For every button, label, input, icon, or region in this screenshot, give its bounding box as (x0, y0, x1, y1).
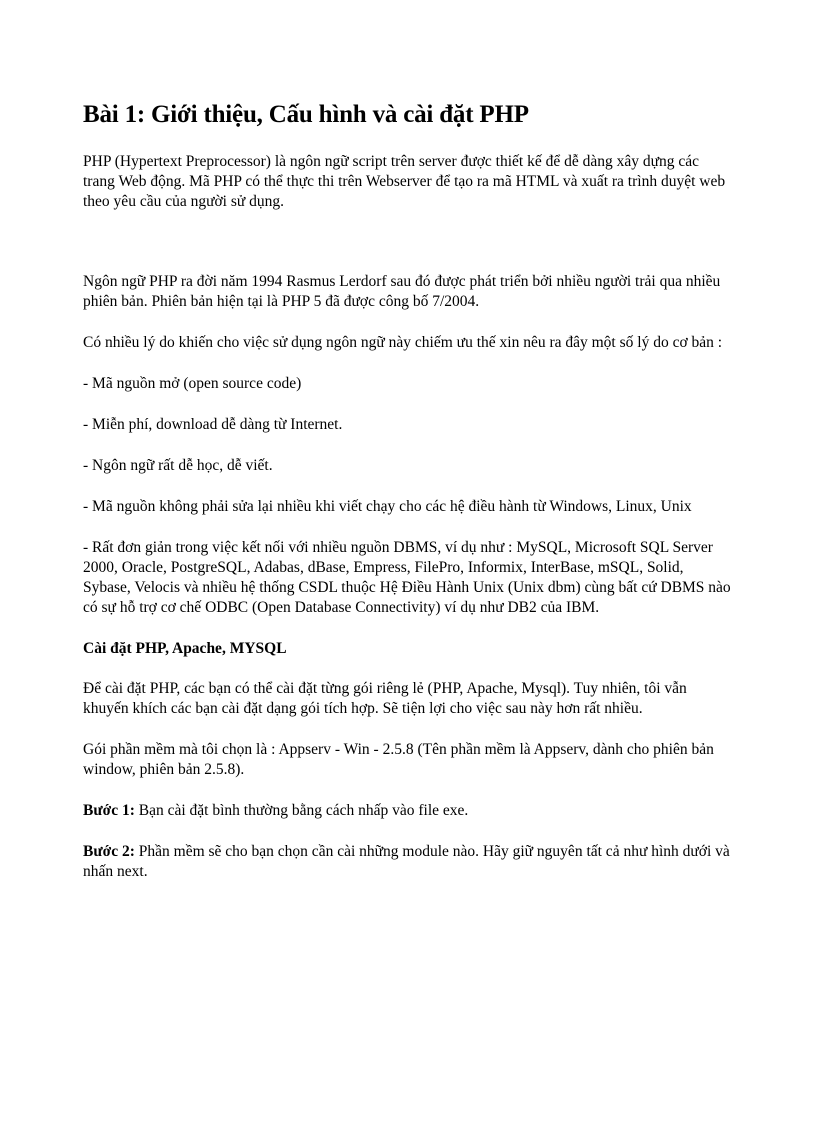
step-2 (83, 842, 733, 882)
package-info-paragraph: Gói phần mềm mà tôi chọn là : Appserv - Win - 2.5.8 (Tên phần mềm là Appserv, dành cho phiên bản window, phiên bản 2.5.8). (83, 741, 714, 778)
intro-paragraph: PHP (Hypertext Preprocessor) là ngôn ngữ script trên server được thiết kế để dễ dàng xây dựng các trang Web động. Mã PHP có thể thực thi trên Webserver để tạo ra mã HTML và xuất ra trình duyệt web theo yêu cầu của người sử dụng. (83, 153, 726, 210)
reason-item: - Mã nguồn mở (open source code) (83, 375, 302, 392)
document-title: Bài 1: Giới thiệu, Cấu hình và cài đặt PHP (83, 101, 529, 128)
step-1-text: Bạn cài đặt bình thường bằng cách nhấp vào file exe. (134, 802, 469, 819)
reason-item: - Ngôn ngữ rất dễ học, dễ viết. (83, 457, 273, 474)
step-1-label: Bước 1: (83, 802, 135, 819)
reason-item: - Mã nguồn không phải sửa lại nhiều khi viết chạy cho các hệ điều hành từ Windows, Linux, Unix (83, 498, 692, 515)
history-paragraph: Ngôn ngữ PHP ra đời năm 1994 Rasmus Lerdorf sau đó được phát triển bởi nhiều người trải qua nhiều phiên bản. Phiên bản hiện tại là PHP 5 đã được công bố 7/2004. (83, 273, 721, 310)
install-heading: Cài đặt PHP, Apache, MYSQL (83, 640, 287, 657)
reason-item: - Rất đơn giản trong việc kết nối với nhiều nguồn DBMS, ví dụ như : MySQL, Microsoft SQL Server 2000, Oracle, PostgreSQL, Adabas, dBase, Empress, FilePro, Informix, InterBase, mSQL, Solid, Sybase, Velocis và nhiều hệ thống CSDL thuộc Hệ Điều Hành Unix (Unix dbm) cùng bất cứ DBMS nào có sự hỗ trợ cơ chế ODBC (Open Database Connectivity) ví dụ như DB2 của IBM. (83, 539, 731, 616)
install-intro-paragraph: Để cài đặt PHP, các bạn có thể cài đặt từng gói riêng lẻ (PHP, Apache, Mysql). Tuy nhiên, tôi vẫn khuyến khích các bạn cài đặt dạng gói tích hợp. Sẽ tiện lợi cho việc sau này hơn rất nhiều. (83, 680, 687, 717)
step-2-text: Phần mềm sẽ cho bạn chọn cần cài những module nào. Hãy giữ nguyên tất cả như hình dưới và nhấn next. (83, 843, 730, 880)
step-2-label: Bước 2: (83, 843, 135, 860)
reason-item: - Miễn phí, download dễ dàng từ Internet. (83, 416, 343, 433)
reasons-intro-paragraph: Có nhiều lý do khiến cho việc sử dụng ngôn ngữ này chiếm ưu thế xin nêu ra đây một số lý do cơ bản : (83, 334, 723, 351)
step-1 (83, 801, 733, 821)
document-page (83, 100, 733, 903)
